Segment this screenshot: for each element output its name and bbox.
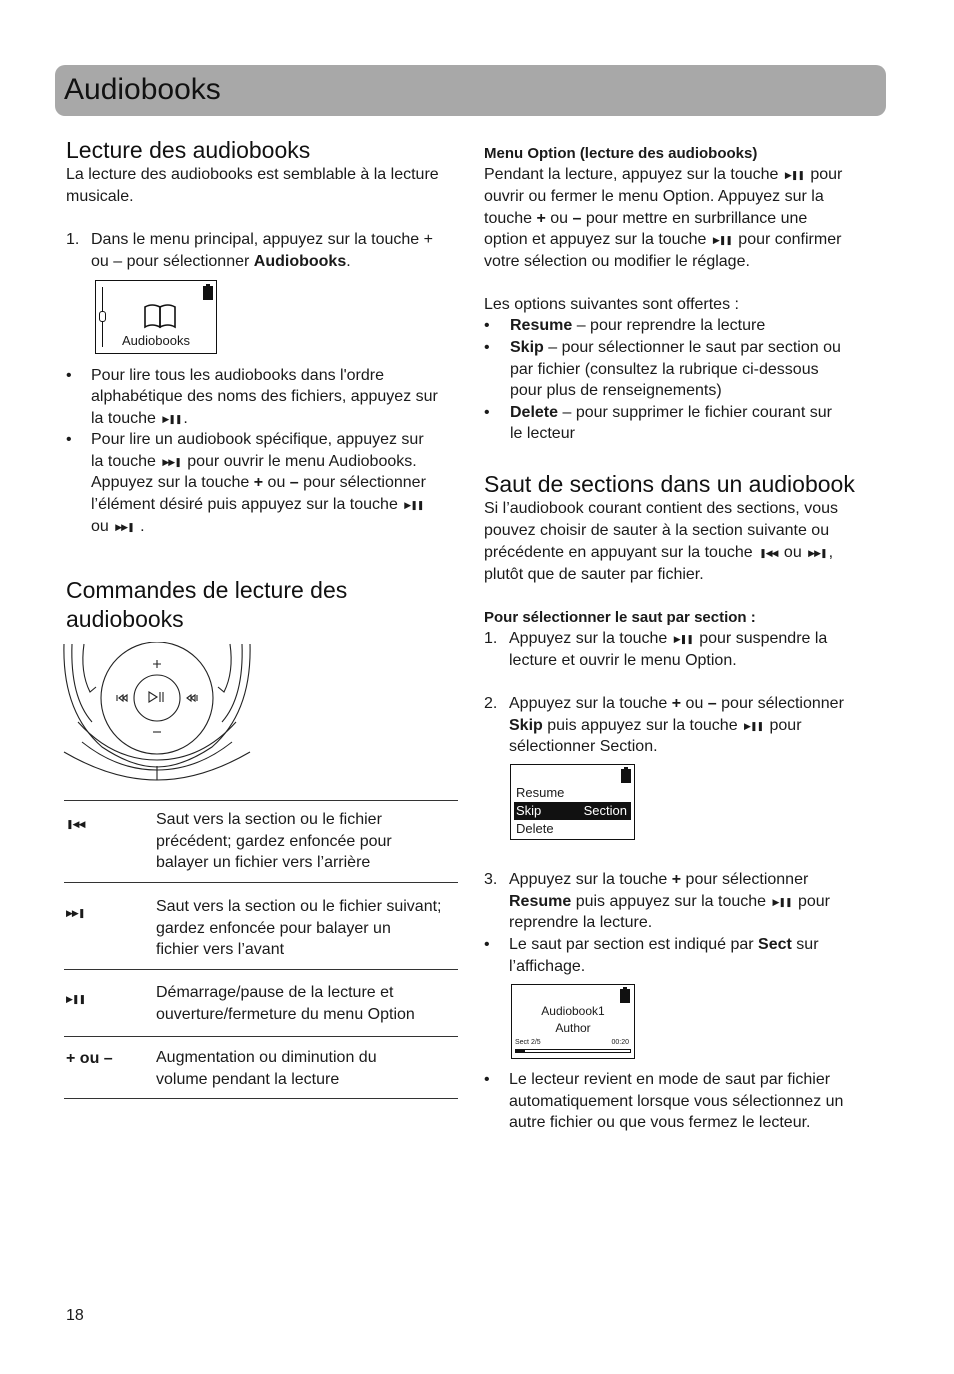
saut-line-2: pouvez choisir de sauter à la section suivante ou: [484, 522, 830, 539]
command-desc-line: Démarrage/pause de la lecture et: [156, 984, 394, 1001]
bullet-2-text: la touche: [91, 453, 161, 470]
menu-text: pour confirmer: [733, 231, 842, 248]
page-number: 18: [66, 1307, 84, 1324]
bullet-2-text: ou: [263, 474, 290, 491]
saut-text: ,: [828, 544, 834, 561]
bullet-2-line-2: [91, 451, 417, 473]
next-icon: ▶▶❚: [115, 522, 134, 532]
step-1-line-2: [91, 251, 351, 273]
menu-item-delete: Delete: [516, 821, 554, 836]
intro-line-1: La lecture des audiobooks est semblable à la lecture: [66, 166, 439, 183]
bullet-text: autre fichier ou que vous fermez le lecteur.: [509, 1114, 811, 1131]
option-name: Delete: [510, 404, 559, 421]
title-banner: [55, 65, 886, 116]
page-title: Audiobooks: [64, 73, 221, 106]
saut-line-4: plutôt que de sauter par fichier.: [484, 566, 704, 583]
sub-heading: Pour sélectionner le saut par section :: [484, 609, 756, 626]
step-number: 3.: [484, 871, 498, 888]
option-menu-screen: [510, 764, 635, 840]
step-number: 1.: [66, 231, 80, 248]
step-text: ou: [681, 695, 708, 712]
play-pause-icon: ▶❚❚: [712, 235, 732, 245]
option-desc: – pour reprendre la lecture: [572, 317, 766, 334]
player-controls-illustration: [62, 642, 252, 782]
option-name: Skip: [510, 339, 544, 356]
bullet-text: Le lecteur revient en mode de saut par fichier: [509, 1071, 831, 1088]
step-1-text: ou – pour sélectionner: [91, 253, 254, 270]
next-icon: ▶▶❚: [66, 908, 85, 918]
menu-line-3: [484, 208, 807, 230]
bullet-dot: •: [484, 339, 490, 356]
option-desc: par fichier (consultez la rubrique ci-dessous: [510, 361, 819, 378]
step-1-period: .: [346, 253, 351, 270]
bullet-1-text: la touche: [91, 410, 161, 427]
battery-icon: [203, 286, 213, 300]
command-row-previous: [64, 800, 458, 883]
step-1-bold: Audiobooks: [253, 253, 347, 270]
step-text: sélectionner Section.: [509, 738, 658, 755]
volume-key: + ou –: [66, 1050, 113, 1067]
step-text: pour: [765, 717, 802, 734]
command-row-next: [64, 882, 458, 970]
command-desc-line: ouverture/fermeture du menu Option: [156, 1005, 415, 1023]
command-desc-line: Saut vers la section ou le fichier: [156, 811, 382, 828]
intro-line-2: musicale.: [66, 188, 134, 205]
menu-line-5: votre sélection ou modifier le réglage.: [484, 253, 750, 270]
command-row-play-pause: [64, 969, 458, 1037]
bullet-text: Le saut par section est indiqué par: [509, 936, 759, 953]
previous-icon: ❚◀◀: [66, 819, 85, 829]
command-desc-line: Augmentation ou diminution du: [156, 1049, 377, 1066]
scroll-thumb: [99, 311, 106, 322]
step-1-line-1: Dans le menu principal, appuyez sur la touche +: [91, 231, 433, 248]
heading-lecture: Lecture des audiobooks: [66, 137, 311, 163]
menu-line-4: [484, 229, 841, 251]
battery-icon: [620, 989, 630, 1003]
command-desc-line: précédent; gardez enfoncée pour: [156, 832, 392, 850]
step-text: reprendre la lecture.: [509, 914, 653, 931]
heading-menu-option: Menu Option (lecture des audiobooks): [484, 145, 758, 162]
play-pause-icon: ▶❚❚: [162, 414, 182, 424]
bullet-1-line-1: Pour lire tous les audiobooks dans l'ordre: [91, 367, 384, 384]
plus-symbol: +: [536, 210, 546, 227]
play-pause-icon: ▶❚❚: [784, 170, 804, 180]
step-text: puis appuyez sur la touche: [571, 893, 771, 910]
command-row-volume: [64, 1036, 458, 1099]
heading-commandes-1: Commandes de lecture des: [66, 577, 348, 603]
step-text: Appuyez sur la touche: [509, 630, 672, 647]
option-desc: pour plus de renseignements): [510, 382, 722, 399]
progress-bar: [515, 1049, 631, 1053]
bullet-2-text: pour ouvrir le menu Audiobooks.: [182, 453, 417, 470]
bullet-2-line-1: Pour lire un audiobook spécifique, appuyez sur: [91, 431, 424, 448]
menu-item-section: Section: [583, 803, 627, 818]
bullet-2-text: ou: [91, 518, 114, 535]
plus-symbol: +: [253, 474, 264, 491]
step-text: pour sélectionner: [716, 695, 844, 712]
option-name: Resume: [510, 317, 573, 334]
play-pause-icon: ▶❚❚: [772, 897, 792, 907]
plus-symbol: +: [671, 871, 682, 888]
section-indicator: Sect 2/5: [515, 1039, 541, 1046]
battery-icon: [621, 769, 631, 783]
bullet-text: l’affichage.: [509, 958, 586, 975]
step-text: Appuyez sur la touche: [509, 695, 672, 712]
command-desc-line: Saut vers la section ou le fichier suivant;: [156, 898, 442, 915]
play-pause-icon: ▶❚❚: [744, 721, 764, 731]
step-number: 2.: [484, 695, 498, 712]
menu-text: Pendant la lecture, appuyez sur la touche: [484, 166, 783, 183]
next-icon: ▶▶❚: [162, 457, 181, 467]
menu-item-resume: Resume: [516, 785, 565, 800]
book-icon: [143, 303, 177, 329]
menu-text: option et appuyez sur la touche: [484, 231, 711, 248]
previous-icon: ❚◀◀: [759, 548, 778, 558]
step-text: puis appuyez sur la touche: [542, 717, 743, 734]
bullet-bold: Sect: [758, 936, 792, 953]
heading-commandes-2: audiobooks: [66, 606, 184, 632]
screen-label: Audiobooks: [122, 333, 190, 348]
bullet-dot: •: [66, 431, 72, 448]
option-desc: – pour sélectionner le saut par section ou: [543, 339, 841, 356]
saut-text: précédente en appuyant sur la touche: [484, 544, 758, 561]
minus-symbol: –: [289, 474, 299, 491]
step-text: pour suspendre la: [694, 630, 828, 647]
track-title: Audiobook1: [541, 1004, 605, 1018]
saut-line-1: Si l’audiobook courant contient des sections, vous: [484, 500, 838, 517]
menu-text: ou: [545, 210, 573, 227]
step-text: lecture et ouvrir le menu Option.: [509, 652, 737, 669]
step-text: pour: [793, 893, 830, 910]
next-icon: ▶▶❚: [808, 548, 827, 558]
command-desc-line: balayer un fichier vers l’arrière: [156, 854, 371, 871]
play-pause-icon: ▶❚❚: [66, 994, 86, 1004]
option-desc: – pour supprimer le fichier courant sur: [558, 404, 832, 421]
option-desc: le lecteur: [510, 425, 575, 442]
menu-item-skip-highlight: [514, 802, 631, 820]
minus-symbol: –: [572, 210, 582, 227]
play-pause-icon: ▶❚❚: [404, 500, 424, 510]
bullet-2-line-5: [91, 516, 145, 538]
bullet-dot: •: [66, 367, 72, 384]
menu-text: pour mettre en surbrillance une: [581, 210, 808, 227]
bullet-dot: •: [484, 317, 490, 334]
bullet-2-text: pour sélectionner: [298, 474, 426, 491]
play-pause-icon: ▶❚❚: [673, 634, 693, 644]
step-bold: Resume: [509, 893, 572, 910]
bullet-2-text: Appuyez sur la touche: [91, 474, 254, 491]
step-bold: Skip: [509, 717, 543, 734]
command-desc-line: gardez enfoncée pour balayer un: [156, 919, 391, 937]
step-number: 1.: [484, 630, 498, 647]
command-desc-line: fichier vers l’avant: [156, 941, 285, 958]
command-desc-line: volume pendant la lecture: [156, 1070, 340, 1088]
progress-fill: [516, 1050, 525, 1052]
menu-line-1: [484, 164, 842, 186]
bullet-1-line-2: alphabétique des noms des fichiers, appuyez sur: [91, 388, 438, 405]
bullet-2-text: l’élément désiré puis appuyez sur la touche: [91, 496, 403, 513]
elapsed-time: 00:20: [611, 1039, 629, 1046]
bullet-1-line-3: [91, 408, 188, 430]
bullet-dot: •: [484, 936, 490, 953]
track-author: Author: [555, 1021, 591, 1035]
saut-text: ou: [779, 544, 807, 561]
step-text: Appuyez sur la touche: [509, 871, 672, 888]
now-playing-screen: [511, 984, 635, 1059]
saut-line-3: [484, 542, 833, 564]
plus-symbol: +: [671, 695, 682, 712]
bullet-text: automatiquement lorsque vous sélectionnez un: [509, 1093, 844, 1110]
bullet-1-period: .: [183, 410, 188, 427]
step-text: pour sélectionner: [681, 871, 809, 888]
bullet-dot: •: [484, 404, 490, 421]
bullet-2-line-3: [91, 472, 426, 494]
bullet-text: sur: [791, 936, 819, 953]
menu-text: pour: [805, 166, 843, 183]
menu-item-skip: Skip: [516, 803, 542, 818]
menu-text: touche: [484, 210, 537, 227]
bullet-dot: •: [484, 1071, 490, 1088]
minus-symbol: –: [707, 695, 717, 712]
bullet-2-text: .: [135, 518, 145, 535]
bullet-2-line-4: [91, 494, 425, 516]
audiobooks-screen: [95, 280, 217, 354]
menu-line-2: ouvrir ou fermer le menu Option. Appuyez sur la: [484, 188, 824, 205]
heading-saut: Saut de sections dans un audiobook: [484, 471, 855, 497]
options-intro: Les options suivantes sont offertes :: [484, 296, 739, 313]
